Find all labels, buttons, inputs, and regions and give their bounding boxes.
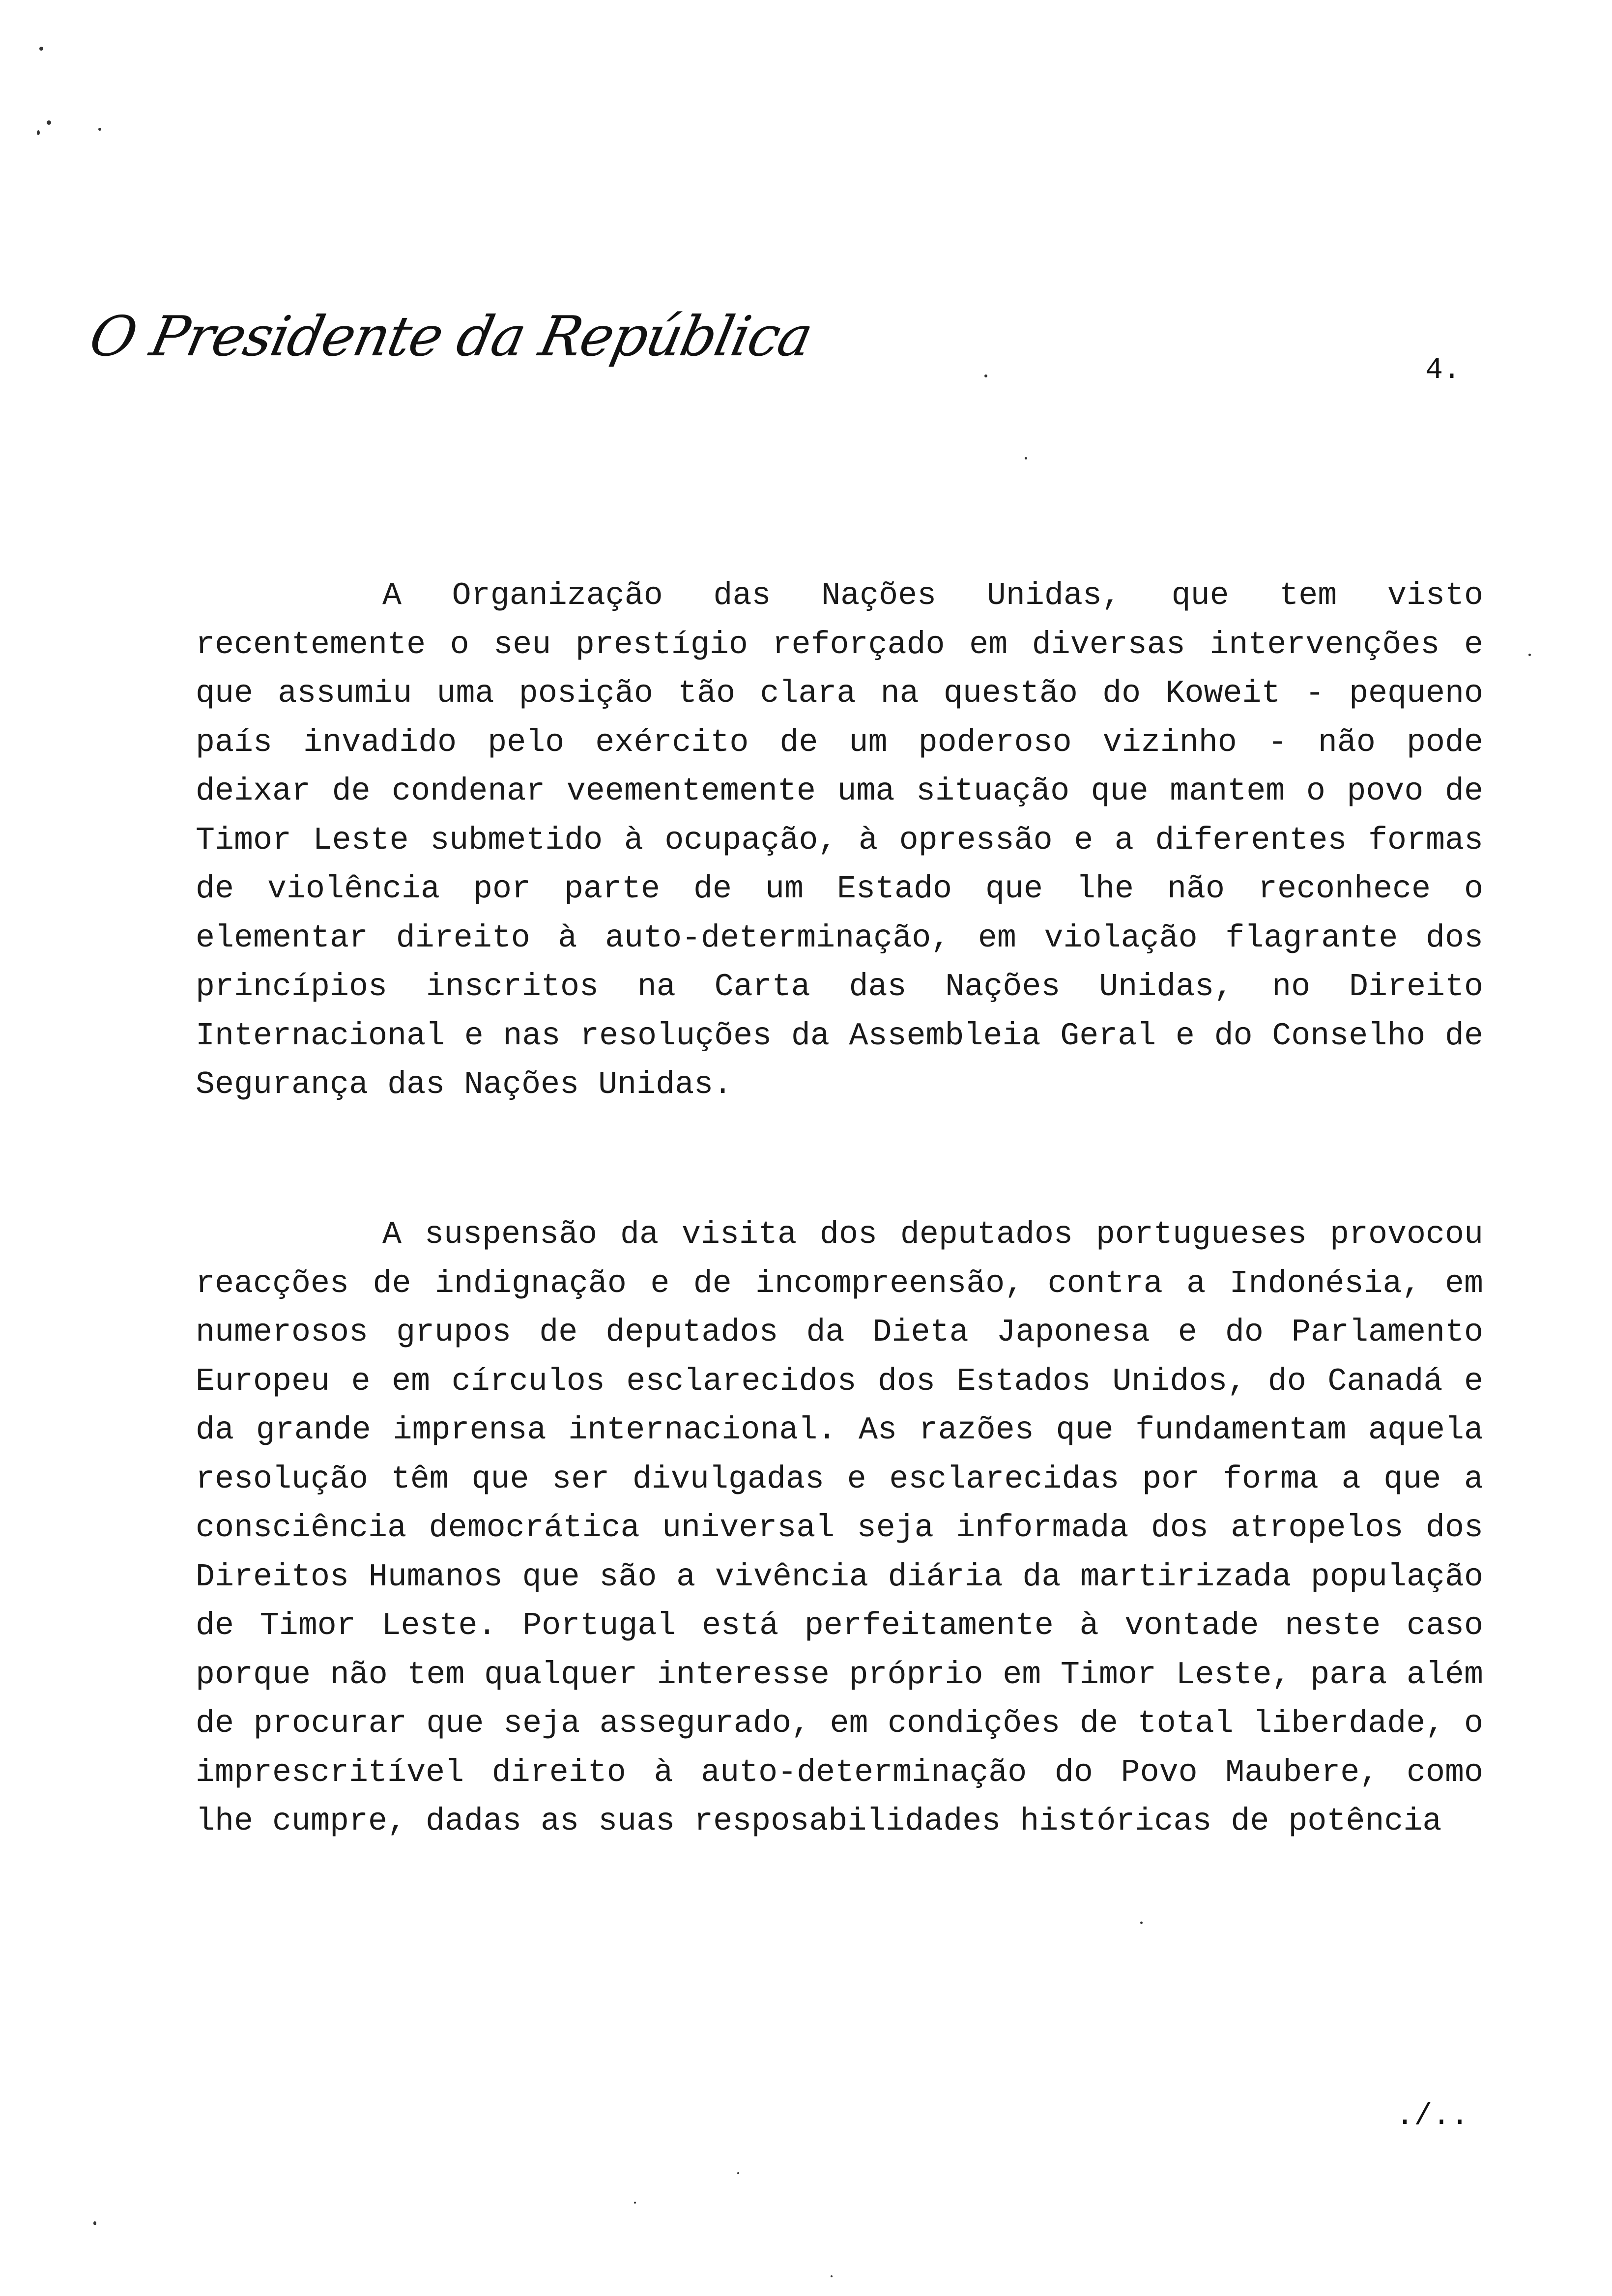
scan-speck (1025, 457, 1027, 459)
paragraph-1 (196, 572, 1483, 1110)
scan-speck (737, 2172, 739, 2174)
scan-speck (634, 2202, 636, 2204)
continuation-mark: ./.. (1396, 2098, 1469, 2133)
scan-speck (1140, 1922, 1143, 1924)
scan-speck (984, 374, 987, 377)
scan-speck (831, 2275, 833, 2277)
scan-speck (39, 47, 43, 51)
paragraph-text: A Organização das Nações Unidas, que tem visto recentemente o seu prestígio reforçado em diversas intervenções e que assumiu uma posição tão clara na questão do Koweit - pequeno país invadido pelo exército de um poderoso vizinho - não pode deixar de condenar veementemente uma situação que mantem o povo de Timor Leste submetido à ocupação, à opressão e a diferentes formas de violência por parte de um Estado que lhe não reconhece o elementar direito à auto-determinação, em violação flagrante dos princípios inscritos na Carta das Nações Unidas, no Direito Internacional e nas resoluções da Assembleia Geral e do Conselho de Segurança das Nações Unidas. (196, 577, 1483, 1103)
scan-speck (93, 2221, 96, 2225)
scan-speck (98, 128, 101, 131)
scan-speck (1528, 654, 1531, 656)
page-number: 4. (1425, 354, 1461, 387)
letterhead-title: O Presidente da República (84, 305, 818, 369)
paragraph-2 (196, 1210, 1483, 1846)
scan-speck (47, 120, 51, 125)
scan-speck (37, 130, 40, 135)
paragraph-text: A suspensão da visita dos deputados portugueses provocou reacções de indignação e de incompreensão, contra a Indonésia, em numerosos grupos de deputados da Dieta Japonesa e do Parlamento Europeu e em círculos esclarecidos dos Estados Unidos, do Canadá e da grande imprensa internacional. As razões que fundamentam aquela resolução têm que ser divulgadas e esclarecidas por forma a que a consciência democrática universal seja informada dos atropelos dos Direitos Humanos que são a vivência diária da martirizada população de Timor Leste. Portugal está perfeitamente à vontade neste caso porque não tem qualquer interesse próprio em Timor Leste, para além de procurar que seja assegurado, em condições de total liberdade, o imprescritível direito à auto-determinação do Povo Maubere, como lhe cumpre, dadas as suas resposabilidades históricas de potência (196, 1216, 1483, 1839)
